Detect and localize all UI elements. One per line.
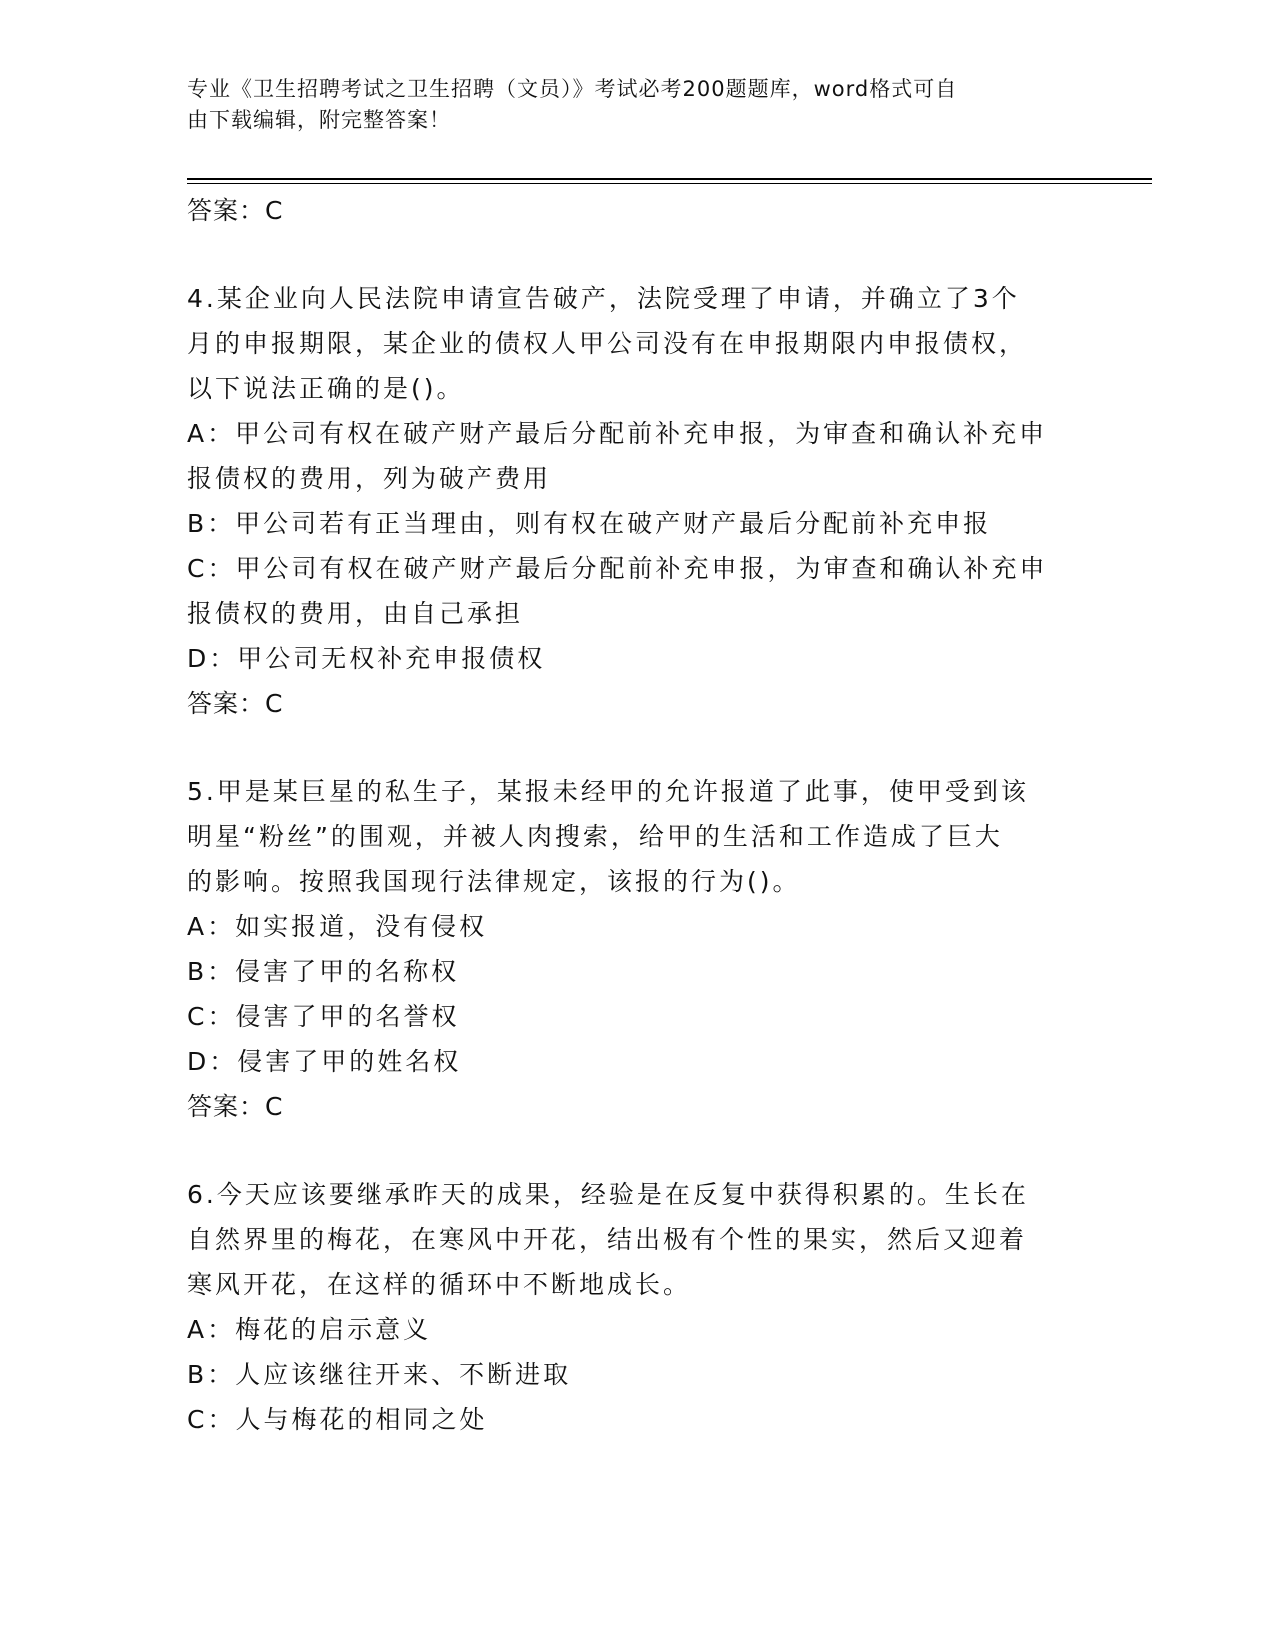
question-4-option-c-cont: 报债权的费用，由自己承担 (187, 599, 524, 628)
question-5 (187, 769, 1087, 1129)
question-5-stem-line: 的影响。按照我国现行法律规定，该报的行为()。 (187, 867, 801, 896)
question-5-stem-line: 5.甲是某巨星的私生子，某报未经甲的允许报道了此事，使甲受到该 (187, 777, 1029, 806)
question-6-option-c: C：人与梅花的相同之处 (187, 1405, 488, 1434)
header-rule-thick (187, 178, 1152, 180)
spacer (187, 726, 1087, 769)
question-4-answer: 答案：C (187, 689, 284, 718)
question-5-option-a: A：如实报道，没有侵权 (187, 912, 488, 941)
spacer (187, 233, 1087, 276)
question-6-stem-line: 6.今天应该要继承昨天的成果，经验是在反复中获得积累的。生长在 (187, 1180, 1029, 1209)
question-5-answer: 答案：C (187, 1092, 284, 1121)
question-6-stem-line: 自然界里的梅花，在寒风中开花，结出极有个性的果实，然后又迎着 (187, 1225, 1028, 1254)
question-4-option-c: C：甲公司有权在破产财产最后分配前补充申报，为审查和确认补充申 (187, 554, 1048, 583)
question-content (187, 188, 1087, 1442)
question-4-stem-line: 以下说法正确的是()。 (187, 374, 465, 403)
question-4-option-a: A：甲公司有权在破产财产最后分配前补充申报，为审查和确认补充申 (187, 419, 1048, 448)
question-4-option-d: D：甲公司无权补充申报债权 (187, 644, 546, 673)
answer-previous: 答案：C (187, 196, 284, 225)
document-header (187, 74, 1067, 136)
question-6-option-b: B：人应该继往开来、不断进取 (187, 1360, 572, 1389)
question-4-option-b: B：甲公司若有正当理由，则有权在破产财产最后分配前补充申报 (187, 509, 992, 538)
question-6-option-a: A：梅花的启示意义 (187, 1315, 432, 1344)
header-line-1: 专业《卫生招聘考试之卫生招聘（文员）》考试必考200题题库，word格式可自 (187, 77, 958, 101)
spacer (187, 1129, 1087, 1172)
question-5-option-c: C：侵害了甲的名誉权 (187, 1002, 460, 1031)
header-rule-thin (187, 183, 1152, 184)
question-5-option-d: D：侵害了甲的姓名权 (187, 1047, 462, 1076)
question-6-stem-line: 寒风开花，在这样的循环中不断地成长。 (187, 1270, 692, 1299)
question-4-option-a-cont: 报债权的费用，列为破产费用 (187, 464, 552, 493)
question-4 (187, 276, 1087, 726)
header-line-2: 由下载编辑，附完整答案！ (187, 108, 451, 132)
question-5-option-b: B：侵害了甲的名称权 (187, 957, 460, 986)
question-4-stem-line: 月的申报期限，某企业的债权人甲公司没有在申报期限内申报债权， (187, 329, 1028, 358)
question-6 (187, 1172, 1087, 1442)
question-4-stem-line: 4.某企业向人民法院申请宣告破产，法院受理了申请，并确立了3个 (187, 284, 1020, 313)
question-5-stem-line: 明星“粉丝”的围观，并被人肉搜索，给甲的生活和工作造成了巨大 (187, 822, 1003, 851)
